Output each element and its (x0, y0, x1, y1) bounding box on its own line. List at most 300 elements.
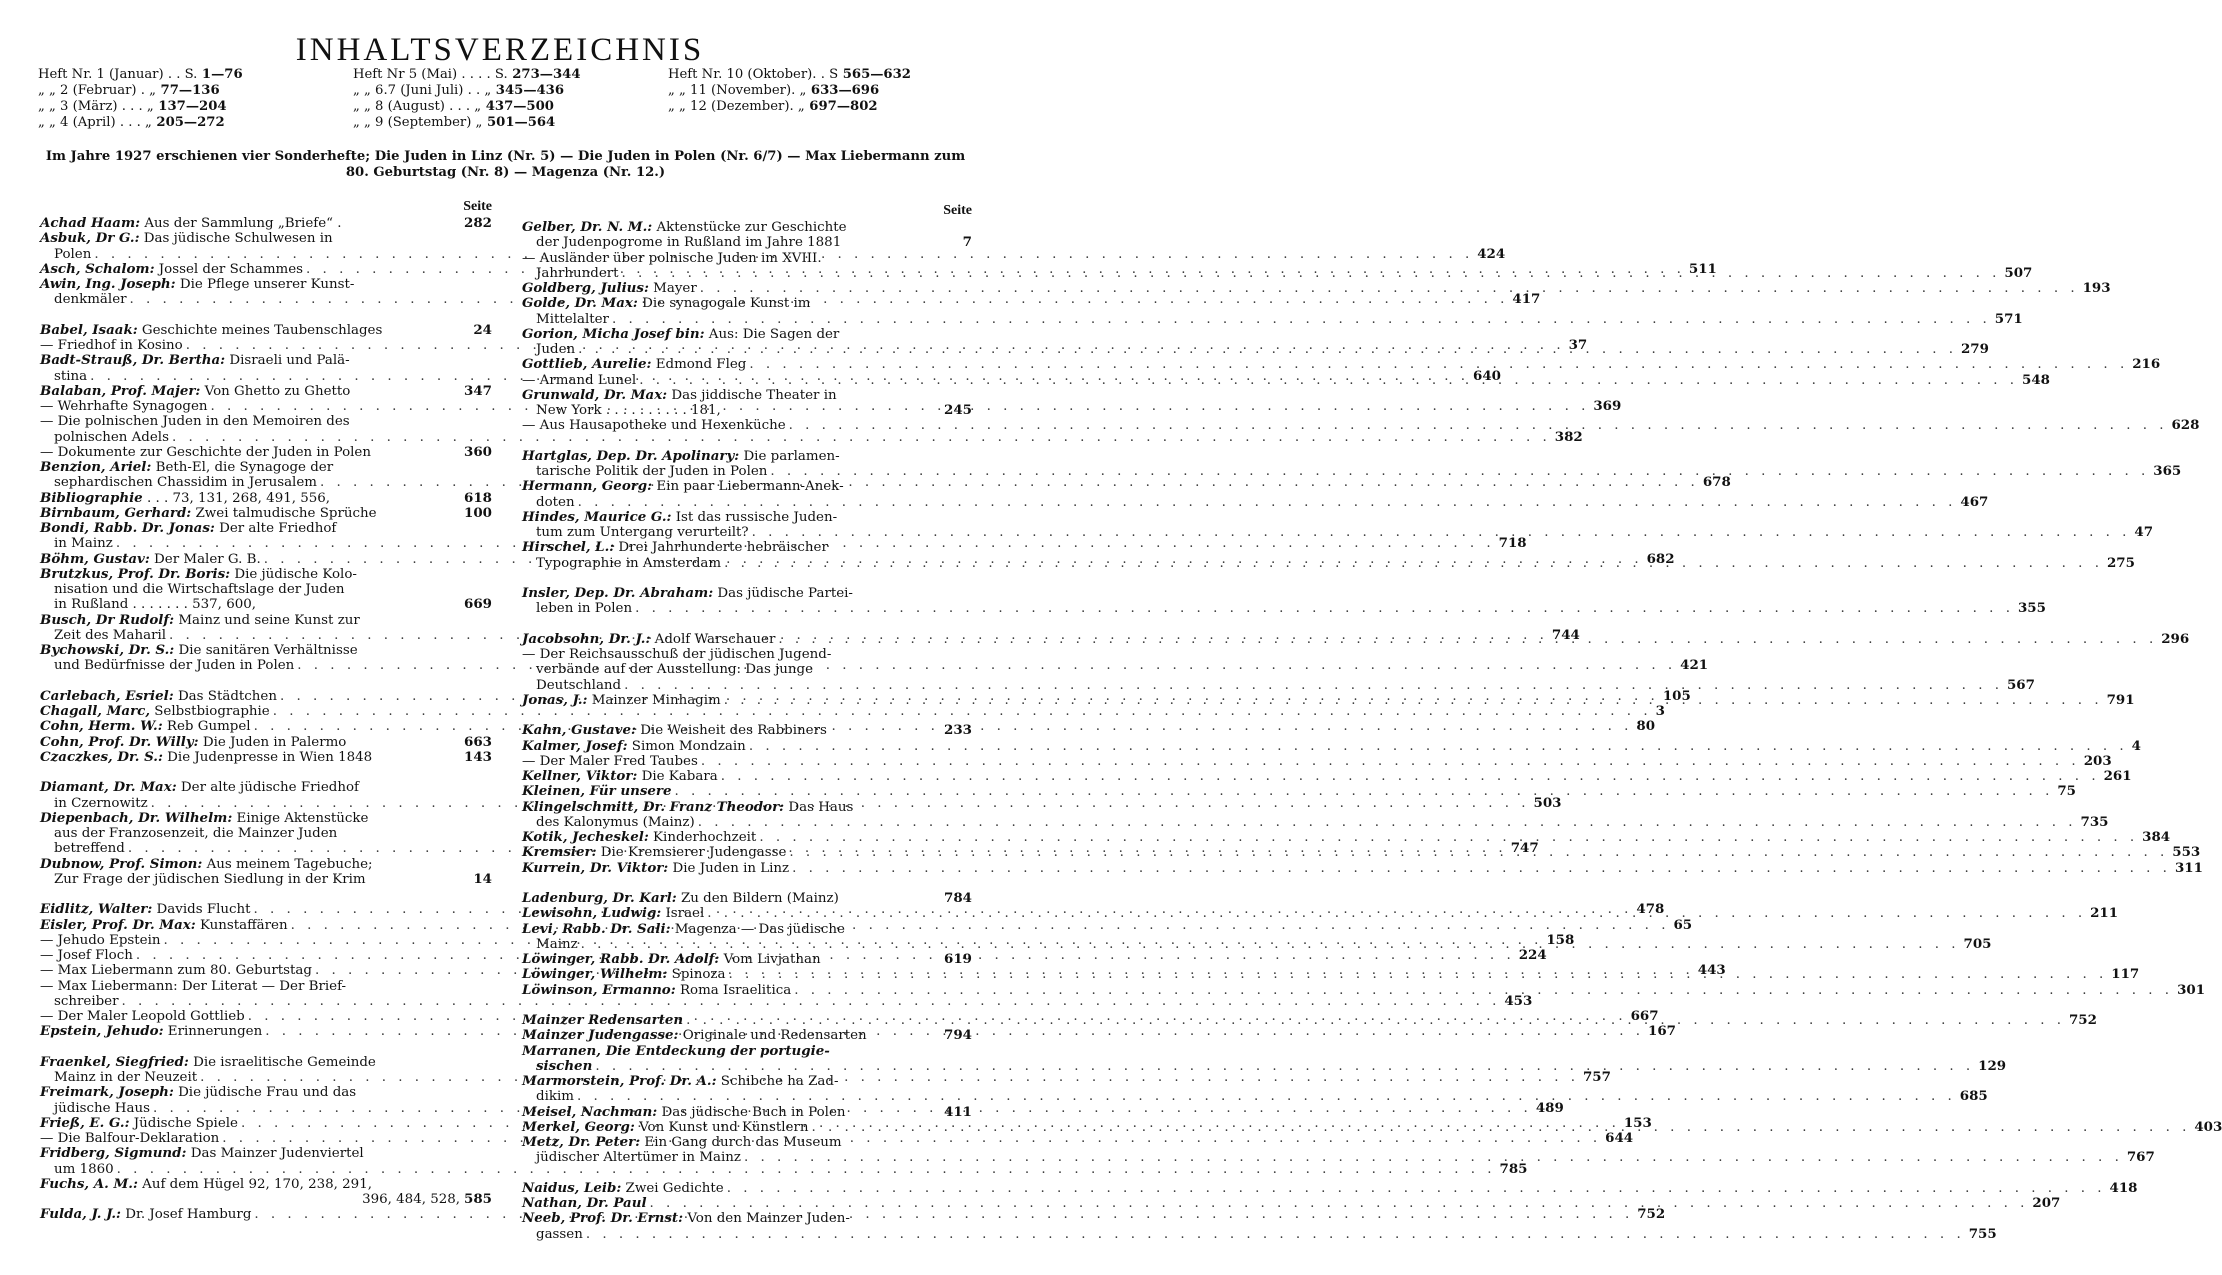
page-number: 105 (1662, 687, 1691, 704)
issue-label: Heft Nr 5 (Mai) . . . . S. (353, 67, 508, 82)
entry-text (522, 220, 847, 235)
page-number: 384 (2142, 829, 2171, 845)
index-entry (522, 829, 2171, 845)
index-entry (40, 216, 492, 231)
entry-text (40, 277, 354, 292)
leader-dots (749, 739, 2128, 754)
entry-title: Von den Mainzer Juden- (683, 1211, 850, 1227)
entry-text (40, 582, 345, 597)
entry-text (40, 918, 288, 933)
entry-title: Aus der Sammlung „Briefe“ . (140, 216, 342, 231)
entry-text (522, 327, 839, 342)
entry-title: gassen (536, 1226, 583, 1242)
page-number: 678 (1702, 474, 1731, 491)
entry-title: in Mainz (54, 536, 113, 552)
page-number: 80 (1636, 718, 1656, 735)
entry-text (522, 723, 827, 738)
entry-title: — Aus Hausapotheke und Hexenküche (522, 418, 786, 434)
page-number: 640 (1473, 367, 1501, 384)
page-number: 755 (1968, 1225, 1997, 1242)
entry-title: Die Pflege unserer Kunst- (175, 277, 355, 292)
entry-line (40, 1160, 1528, 1177)
entry-text (40, 231, 333, 246)
issue-pages: 77—136 (155, 83, 220, 98)
entry-text (348, 1192, 460, 1207)
entry-line (40, 750, 492, 765)
issue-label: „ „ 9 (September) „ (353, 115, 483, 130)
page-number: 453 (1504, 992, 1533, 1009)
leader-dots (728, 967, 2107, 982)
entry-text (40, 521, 336, 536)
entry-text (522, 906, 704, 921)
page-number: 207 (2032, 1195, 2061, 1211)
leader-dots (622, 266, 2001, 281)
entry-title: — Wehrhafte Synagogen (40, 399, 208, 414)
entry-title: Davids Flucht (152, 902, 251, 918)
leader-dots (789, 845, 2168, 860)
leader-dots (727, 1181, 2106, 1196)
index-entry (40, 506, 492, 521)
entry-line (522, 449, 972, 464)
index-entry (522, 768, 2132, 784)
page-number: 503 (1533, 794, 1562, 811)
entry-text (522, 556, 721, 571)
page-number: 791 (2106, 691, 2135, 708)
leader-dots (650, 1196, 2029, 1211)
page-number: 718 (1498, 535, 1527, 552)
index-entry (522, 737, 2141, 754)
entry-author: Kotik, Jecheskel: (522, 829, 649, 845)
entry-text (40, 491, 330, 506)
page-number: 478 (1636, 901, 1665, 918)
index-entry (40, 323, 492, 338)
entry-title: Schibche ha Zad- (716, 1074, 839, 1089)
entry-line (522, 1195, 2061, 1211)
entry-line (522, 723, 972, 738)
entry-title: Zu den Bildern (Mainz) (676, 891, 839, 906)
issue-column (668, 67, 973, 131)
page-number: 279 (1960, 341, 1989, 357)
entry-text (522, 296, 810, 311)
entry-line (40, 353, 492, 368)
entry-line (522, 220, 972, 235)
entry-title: aus der Franzosenzeit, die Mainzer Juden (54, 826, 338, 841)
index-entry (40, 735, 492, 750)
page-number: 511 (1688, 260, 1717, 277)
page-number: 100 (464, 504, 492, 521)
entry-author: Asch, Schalom: (40, 260, 155, 277)
entry-text (40, 338, 183, 353)
leader-dots (794, 983, 2173, 998)
entry-text (40, 399, 208, 414)
entry-text (522, 1211, 850, 1226)
issue-label: „ „ 3 (März) . . . „ (38, 99, 154, 114)
entry-title: Mainz in der Neuzeit (54, 1070, 198, 1085)
entry-title: Dr. Josef Hamburg (120, 1207, 252, 1223)
entry-text (40, 658, 294, 673)
entry-title: Das Mainzer Judenviertel (186, 1146, 364, 1162)
entry-line (522, 1149, 2155, 1166)
entry-line (40, 231, 492, 246)
entry-line (40, 735, 492, 750)
entry-title: — Der Reichsausschuß der jüdischen Jugend- (522, 647, 832, 662)
entry-text (522, 1135, 842, 1150)
issue-row (38, 115, 343, 131)
entry-text (40, 552, 261, 567)
page-number: 644 (1605, 1130, 1634, 1146)
issue-label: „ „ 11 (November). „ (668, 83, 807, 98)
entry-line (40, 506, 492, 521)
entry-author: Cohn, Herm. W.: (40, 718, 163, 735)
entry-line (522, 752, 2112, 769)
entry-text (522, 357, 746, 372)
entry-text (40, 704, 270, 719)
page-number: 129 (1978, 1057, 2007, 1074)
issue-pages: 697—802 (804, 99, 878, 114)
index-entry (522, 356, 2161, 373)
entry-title: Die jüdische Kolo- (230, 566, 357, 582)
entry-author: Insler, Dep. Dr. Abraham: (522, 585, 714, 601)
issue-pages: 565—632 (838, 67, 911, 82)
entry-text (40, 796, 148, 811)
page-number: 418 (2109, 1179, 2138, 1196)
entry-text (522, 388, 837, 403)
entry-line (40, 597, 492, 612)
entry-title: Vom Livjathan (719, 952, 821, 967)
page-number: 548 (2022, 371, 2050, 388)
issue-pages: 501—564 (482, 115, 556, 130)
seite-header: Seite (943, 203, 972, 218)
entry-text (522, 1150, 741, 1165)
page-number: 618 (464, 489, 492, 506)
issue-column (38, 67, 343, 131)
entry-text (40, 963, 312, 978)
page-number: 411 (944, 1103, 972, 1120)
entry-text (40, 1101, 150, 1116)
leader-dots (624, 678, 2003, 693)
page-number: 553 (2172, 844, 2201, 861)
page-number: 360 (464, 443, 492, 460)
entry-text (40, 567, 357, 582)
index-entry (522, 220, 972, 251)
entry-line (522, 662, 972, 677)
entry-text (40, 1024, 262, 1039)
entry-line (40, 414, 492, 429)
entry-title: Die Juden in Palermo (198, 734, 347, 750)
entry-author: Jonas, J.: (522, 691, 588, 708)
entry-line (522, 327, 972, 342)
entry-line (40, 780, 492, 795)
index-entry (522, 952, 972, 967)
entry-line (522, 891, 972, 906)
page-number: 619 (944, 951, 972, 967)
entry-title: Der alte Friedhof (214, 521, 337, 536)
page-number: 211 (2090, 905, 2119, 922)
entry-line (522, 1074, 972, 1089)
entry-title: jüdischer Altertümer in Mainz (536, 1150, 741, 1166)
entry-author: Gottlieb, Aurelie: (522, 356, 652, 373)
entry-text (40, 613, 360, 628)
issue-label: „ „ 6.7 (Juni Juli) . . „ (353, 83, 492, 98)
page-number: 261 (2103, 768, 2132, 784)
entry-line (40, 445, 492, 460)
page-number: 752 (2068, 1012, 2097, 1028)
entry-line (522, 783, 2076, 800)
entry-title: polnischen Adels (54, 429, 169, 445)
leader-dots (635, 601, 2014, 616)
entry-title: jüdische Haus (54, 1100, 150, 1116)
entry-title: Aus: Die Sagen der (704, 326, 840, 342)
entry-text (40, 1055, 376, 1070)
entry-text (522, 967, 725, 982)
entry-author: Diepenbach, Dr. Wilhelm: (40, 809, 233, 826)
entry-line (40, 703, 1665, 719)
entry-author: Neeb, Prof. Dr. Ernst: (522, 1210, 684, 1227)
entry-text (40, 719, 251, 734)
entry-line (522, 356, 2161, 373)
page-number: 794 (944, 1027, 972, 1044)
entry-title: Disraeli und Palä- (225, 353, 350, 369)
entry-title: Edmond Fleg (651, 357, 747, 373)
entry-line (522, 251, 972, 266)
entry-line (522, 1225, 1997, 1242)
entry-title: . . . 73, 131, 268, 491, 556, (142, 490, 331, 506)
entry-text (40, 780, 359, 795)
entry-text (40, 369, 87, 384)
page-number: 757 (1582, 1069, 1611, 1085)
entry-line (40, 277, 492, 292)
index-entry (40, 567, 492, 613)
page-number: 735 (2080, 813, 2109, 830)
issue-label: „ „ 4 (April) . . . „ (38, 115, 152, 130)
entry-text (522, 769, 718, 784)
issue-row (353, 67, 658, 83)
entry-author: Löwinger, Wilhelm: (522, 966, 668, 983)
entry-text (522, 449, 840, 464)
entry-title: Spinoza (667, 967, 726, 983)
entry-title: — Ausländer über polnische Juden im XVIII. (522, 250, 822, 266)
entry-text (40, 735, 346, 750)
entry-author: Mainzer Judengasse: (522, 1027, 679, 1044)
entry-author: Golde, Dr. Max: (522, 295, 638, 312)
issue-pages: 205—272 (151, 115, 225, 130)
entry-title: Reb Gumpel (162, 719, 251, 735)
page-number: 47 (2134, 524, 2154, 540)
entry-author: Balaban, Prof. Majer: (40, 382, 201, 399)
entry-line (40, 811, 492, 826)
entry-title: Die israelitische Gemeinde (188, 1054, 376, 1070)
entry-author: Fraenkel, Siegfried: (40, 1053, 189, 1070)
entry-text (40, 994, 119, 1009)
index-entry (522, 723, 972, 738)
entry-line (522, 800, 972, 815)
leader-dots (612, 312, 1991, 327)
entry-line (40, 384, 492, 399)
entry-text (522, 342, 575, 357)
entry-line (40, 460, 492, 475)
entry-author: Frieß, E. G.: (40, 1114, 130, 1131)
entry-line (40, 323, 492, 338)
leader-dots (581, 937, 1960, 952)
entry-author: Czaczkes, Dr. S.: (40, 748, 163, 765)
entry-title: Die sanitären Verhältnisse (174, 643, 358, 658)
entry-title: — Friedhof in Kosino (40, 338, 183, 353)
issue-column (353, 67, 658, 131)
entry-text (40, 506, 377, 521)
entry-author: Cohn, Prof. Dr. Willy: (40, 733, 199, 750)
entry-text (40, 323, 382, 338)
leader-dots (721, 769, 2100, 784)
entry-author: Marranen, Die Entdeckung der portugie- (522, 1042, 830, 1059)
index-entry (522, 752, 2112, 769)
page-number: 747 (1510, 840, 1539, 857)
entry-title: Aus meinem Tagebuche; (202, 856, 373, 872)
entry-author: Benzion, Ariel: (40, 459, 152, 475)
entry-text (40, 826, 337, 841)
entry-text (522, 830, 756, 845)
leader-dots (686, 1013, 2065, 1028)
entry-author: Naidus, Leib: (522, 1179, 622, 1196)
entry-author: Klingelschmitt, Dr. Franz Theodor: (522, 798, 785, 815)
entry-line (40, 992, 1533, 1009)
entry-title: Zeit des Maharil (54, 627, 167, 643)
leader-dots (578, 342, 1957, 357)
entry-text (522, 800, 853, 815)
entry-text (40, 1070, 197, 1085)
page-number: 4 (2131, 737, 2141, 754)
entry-title: Mainz und seine Kunst zur (174, 612, 360, 628)
entry-text (40, 628, 166, 643)
leader-dots (297, 658, 1676, 673)
entry-title: Einige Aktenstücke (232, 810, 369, 826)
entry-text (40, 1177, 372, 1192)
leader-dots (586, 1227, 1965, 1242)
entry-text (40, 292, 127, 307)
entry-author: Levi, Rabb. Dr. Sali: (522, 920, 671, 937)
entry-title: Selbstbiographie (149, 704, 270, 719)
entry-text (522, 815, 695, 830)
entry-text (522, 1181, 724, 1196)
leader-dots (752, 525, 2131, 540)
entry-title: Von Kunst und Künstlern (634, 1119, 809, 1135)
entry-title: Mainzer Minhagim (587, 692, 721, 708)
entry-author: Bibliographie (40, 489, 143, 506)
page-number: 417 (1512, 291, 1541, 308)
entry-author: Nathan, Dr. Paul (522, 1195, 647, 1211)
page-number: 767 (2126, 1149, 2155, 1166)
entry-line (522, 540, 972, 555)
page-number: 224 (1518, 947, 1547, 963)
entry-author: Kremsier: (522, 844, 597, 861)
page-number: 663 (464, 733, 492, 750)
entry-author: Kahn, Gustave: (522, 722, 636, 739)
entry-title: Ein paar Liebermann-Anek- (652, 479, 844, 495)
leader-dots (744, 1150, 2123, 1165)
index-entry (522, 280, 2111, 296)
entry-author: Mainzer Redensarten (522, 1012, 684, 1028)
entry-text (40, 414, 350, 429)
page-number: 667 (1630, 1008, 1659, 1024)
entry-text (40, 750, 372, 765)
entry-text (40, 475, 317, 490)
entry-title: Zwei Gedichte (621, 1180, 724, 1196)
entry-line (522, 479, 972, 494)
entry-author: Fuchs, A. M.: (40, 1175, 138, 1192)
entry-author: Diamant, Dr. Max: (40, 779, 177, 796)
entry-author: Fulda, J. J.: (40, 1206, 121, 1223)
entry-text (522, 1028, 867, 1043)
entry-line (522, 524, 2154, 540)
page-number: 14 (473, 870, 492, 887)
entry-line (40, 826, 492, 841)
leader-dots (698, 815, 2077, 830)
leader-dots (759, 830, 2138, 845)
entry-title: leben in Polen (536, 601, 633, 617)
entry-text (522, 754, 698, 769)
entry-group (522, 585, 2046, 617)
entry-line (40, 1055, 492, 1070)
entry-text (40, 1009, 245, 1024)
entry-line (522, 1105, 972, 1120)
entry-author: Böhm, Gustav: (40, 550, 150, 567)
entry-text (522, 251, 822, 266)
entry-title: Die Juden in Linz (668, 860, 790, 876)
index-entry (40, 857, 492, 888)
entry-title: tarische Politik der Juden in Polen (536, 464, 768, 479)
entry-line (40, 567, 492, 582)
entry-title: Magenza — Das jüdische (670, 921, 845, 937)
entry-text (40, 1131, 219, 1146)
entry-text (522, 891, 839, 906)
entry-text (40, 811, 368, 826)
entry-line (40, 491, 492, 506)
entry-title: Die synagogale Kunst im (637, 296, 811, 312)
entry-line (522, 235, 972, 250)
entry-line (522, 1088, 1988, 1105)
entry-title: Zur Frage der jüdischen Siedlung in der Krim (54, 871, 366, 887)
issue-pages: 273—344 (507, 67, 581, 82)
issue-pages: 345—436 (491, 83, 565, 98)
entry-title: tum zum Untergang verurteilt? (536, 525, 749, 540)
leader-dots (812, 1120, 2191, 1135)
entry-text (522, 1120, 809, 1135)
entry-line (40, 1177, 492, 1192)
entry-line (522, 493, 1989, 510)
index-entry (522, 1105, 972, 1120)
entry-author: Hirschel, L.: (522, 539, 615, 556)
entry-author: Löwinger, Rabb. Dr. Adolf: (522, 951, 720, 967)
entry-line (522, 1211, 972, 1226)
page-number: 37 (1568, 337, 1588, 353)
index-entry (522, 981, 2206, 998)
entry-text (522, 1044, 830, 1059)
issue-label: Heft Nr. 1 (Januar) . . S. (38, 67, 198, 82)
entry-author: Freimark, Joseph: (40, 1084, 174, 1101)
entry-title: denkmäler (54, 292, 127, 308)
entry-text (522, 235, 841, 250)
entry-title: Erinnerungen (163, 1024, 263, 1040)
entry-title: in Rußland . . . . . . . 537, 600, (54, 597, 257, 613)
page-number: 443 (1697, 962, 1726, 979)
page-number: 369 (1593, 398, 1622, 414)
entry-author: sischen (536, 1057, 593, 1074)
leader-dots (639, 373, 2018, 388)
entry-title: Das jüdische Partei- (713, 586, 853, 601)
page-number: 507 (2004, 264, 2033, 281)
entry-title: Juden (536, 342, 576, 357)
special-issues-note: Im Jahre 1927 erschienen vier Sonderhefte; Die Juden in Linz (Nr. 5) — Die Juden in Polen (Nr. 6/7) — Max Liebermann zum 80. Geburtstag (Nr. 8) — Magenza (Nr. 12.) (45, 149, 966, 180)
entry-text (522, 281, 697, 296)
